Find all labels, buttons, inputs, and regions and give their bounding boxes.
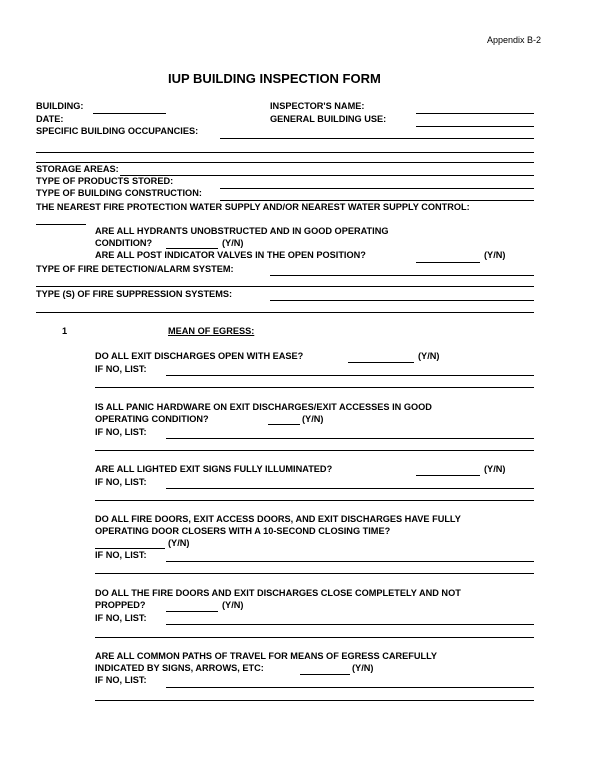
detection-label: TYPE OF FIRE DETECTION/ALARM SYSTEM: — [36, 264, 234, 274]
q4-yn: (Y/N) — [168, 538, 190, 548]
q1-text: DO ALL EXIT DISCHARGES OPEN WITH EASE? — [95, 351, 304, 361]
q4-text-line1: DO ALL FIRE DOORS, EXIT ACCESS DOORS, AND EXIT DISCHARGES HAVE FULLY — [95, 514, 461, 524]
suppression-field[interactable] — [270, 300, 534, 301]
building-field[interactable] — [93, 113, 166, 114]
q5-yn: (Y/N) — [222, 600, 244, 610]
storage-areas-field[interactable] — [120, 175, 534, 176]
date-label: DATE: — [36, 114, 64, 124]
q2-text-line1: IS ALL PANIC HARDWARE ON EXIT DISCHARGES/EXIT ACCESSES IN GOOD — [95, 402, 432, 412]
water-supply-label: THE NEAREST FIRE PROTECTION WATER SUPPLY AND/OR NEAREST WATER SUPPLY CONTROL: — [36, 202, 470, 212]
q1-answer-field[interactable] — [348, 362, 414, 363]
detection-field-continued[interactable] — [36, 286, 534, 287]
q6-text-line2: INDICATED BY SIGNS, ARROWS, ETC: — [95, 663, 264, 673]
q6-list-field-continued[interactable] — [95, 700, 534, 701]
q4-list-field-continued[interactable] — [95, 573, 534, 574]
q2-if-no-label: IF NO, LIST: — [95, 427, 147, 437]
q2-yn: (Y/N) — [302, 414, 324, 424]
q3-answer-field[interactable] — [416, 475, 480, 476]
q3-list-field[interactable] — [166, 488, 534, 489]
q5-if-no-label: IF NO, LIST: — [95, 613, 147, 623]
q2-list-field-continued[interactable] — [95, 450, 534, 451]
q1-list-field-continued[interactable] — [95, 387, 534, 388]
construction-label: TYPE OF BUILDING CONSTRUCTION: — [36, 188, 202, 198]
q5-text-line2: PROPPED? — [95, 600, 146, 610]
q6-if-no-label: IF NO, LIST: — [95, 675, 147, 685]
q6-yn: (Y/N) — [352, 663, 374, 673]
inspector-name-label: INSPECTOR'S NAME: — [270, 101, 365, 111]
q3-yn: (Y/N) — [484, 464, 506, 474]
q2-list-field[interactable] — [166, 438, 534, 439]
occupancies-label: SPECIFIC BUILDING OCCUPANCIES: — [36, 126, 199, 136]
q4-text-line2: OPERATING DOOR CLOSERS WITH A 10-SECOND CLOSING TIME? — [95, 526, 391, 536]
products-stored-field[interactable] — [220, 188, 534, 189]
q1-list-field[interactable] — [166, 375, 534, 376]
q6-answer-field[interactable] — [300, 674, 350, 675]
section-heading: MEAN OF EGRESS: — [168, 326, 255, 336]
water-supply-field[interactable] — [36, 224, 86, 225]
occupancies-field-continued[interactable] — [36, 152, 534, 153]
q2-text-line2: OPERATING CONDITION? — [95, 414, 209, 424]
general-use-label: GENERAL BUILDING USE: — [270, 114, 387, 124]
inspector-name-field[interactable] — [416, 113, 534, 114]
q1-if-no-label: IF NO, LIST: — [95, 364, 147, 374]
q3-list-field-continued[interactable] — [95, 500, 534, 501]
piv-question: ARE ALL POST INDICATOR VALVES IN THE OPEN POSITION? — [95, 250, 366, 260]
construction-field[interactable] — [220, 200, 534, 201]
q4-list-field[interactable] — [166, 561, 534, 562]
q3-text: ARE ALL LIGHTED EXIT SIGNS FULLY ILLUMINATED? — [95, 464, 333, 474]
building-label: BUILDING: — [36, 101, 84, 111]
storage-top-rule — [36, 162, 534, 163]
q6-list-field[interactable] — [166, 687, 534, 688]
q4-answer-field[interactable] — [95, 548, 165, 549]
q2-answer-field[interactable] — [268, 424, 300, 425]
suppression-label: TYPE (S) OF FIRE SUPPRESSION SYSTEMS: — [36, 289, 233, 299]
q5-list-field[interactable] — [166, 624, 534, 625]
q4-if-no-label: IF NO, LIST: — [95, 550, 147, 560]
piv-yn: (Y/N) — [484, 250, 506, 260]
general-use-field[interactable] — [416, 126, 534, 127]
suppression-field-continued[interactable] — [36, 312, 534, 313]
hydrants-yn: (Y/N) — [222, 238, 244, 248]
storage-areas-label: STORAGE AREAS: — [36, 164, 119, 174]
q5-text-line1: DO ALL THE FIRE DOORS AND EXIT DISCHARGES CLOSE COMPLETELY AND NOT — [95, 588, 461, 598]
hydrants-question-line1: ARE ALL HYDRANTS UNOBSTRUCTED AND IN GOOD OPERATING — [95, 226, 389, 236]
products-stored-label: TYPE OF PRODUCTS STORED: — [36, 176, 174, 186]
detection-field[interactable] — [270, 275, 534, 276]
hydrants-answer-field[interactable] — [166, 248, 218, 249]
q5-list-field-continued[interactable] — [95, 637, 534, 638]
q6-text-line1: ARE ALL COMMON PATHS OF TRAVEL FOR MEANS OF EGRESS CAREFULLY — [95, 651, 437, 661]
q3-if-no-label: IF NO, LIST: — [95, 477, 147, 487]
occupancies-field[interactable] — [220, 138, 534, 139]
hydrants-question-line2: CONDITION? — [95, 238, 153, 248]
appendix-label: Appendix B-2 — [487, 35, 542, 45]
page-title: IUP BUILDING INSPECTION FORM — [168, 71, 381, 86]
q5-answer-field[interactable] — [166, 611, 218, 612]
piv-answer-field[interactable] — [416, 262, 480, 263]
section-number: 1 — [62, 326, 68, 336]
q1-yn: (Y/N) — [418, 351, 440, 361]
